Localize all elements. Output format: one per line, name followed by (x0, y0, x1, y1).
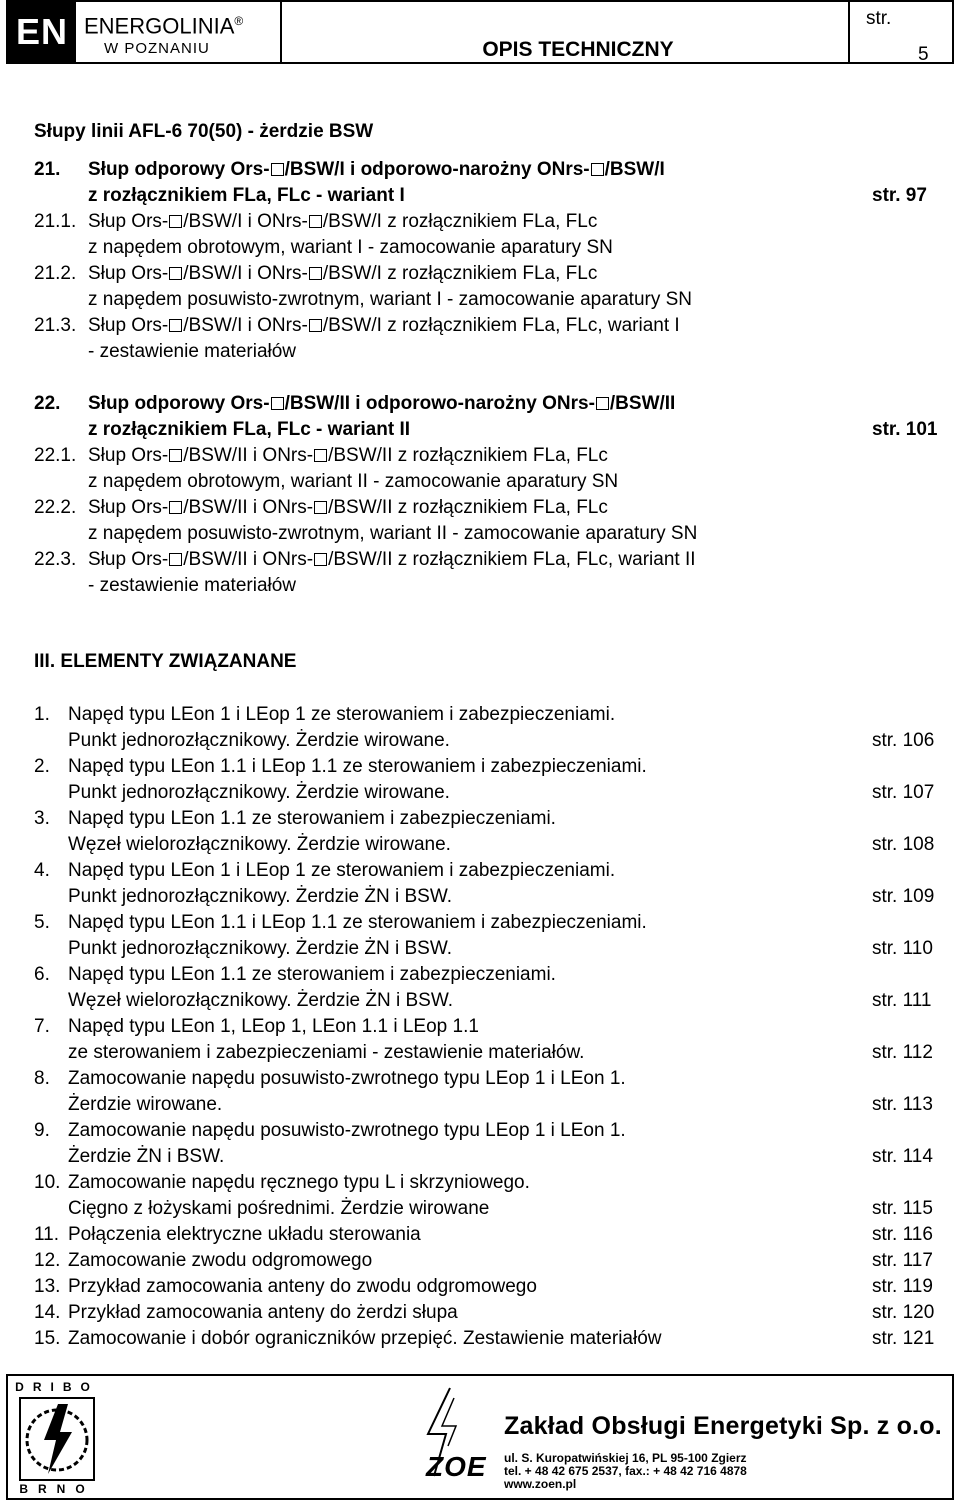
item-number: 22.1. (34, 445, 77, 466)
element-title: Napęd typu LEon 1.1 i LEop 1.1 ze sterowaniem i zabezpieczeniami. (68, 912, 647, 933)
dribo-bottom-text: BRNO (19, 1482, 95, 1496)
header-divider (280, 2, 282, 62)
element-title: Zamocowanie napędu posuwisto-zwrotnego typu LEop 1 i LEon 1. (68, 1068, 626, 1089)
element-number: 15. (34, 1328, 61, 1349)
element-number: 8. (34, 1068, 50, 1089)
element-subtitle: Węzeł wielorozłącznikowy. Żerdzie ŻN i BSW. (68, 990, 454, 1011)
group-number: 21. (34, 159, 61, 180)
page-reference: str. 114 (872, 1146, 933, 1167)
item-number: 22.2. (34, 497, 77, 518)
element-title: Napęd typu LEon 1 i LEop 1 ze sterowaniem i zabezpieczeniami. (68, 704, 616, 725)
element-title: Napęd typu LEon 1 i LEop 1 ze sterowaniem i zabezpieczeniami. (68, 860, 616, 881)
item-number: 21.1. (34, 211, 77, 232)
placeholder-box-icon (309, 319, 322, 332)
page-footer (6, 1374, 954, 1500)
company-name: ENERGOLINIA (84, 13, 235, 39)
company-phone: tel. + 48 42 675 2537, fax.: + 48 42 716 4878 (504, 1464, 747, 1478)
list-item: Słup Ors- /BSW/II i ONrs- /BSW/II z rozłącznikiem FLa, FLc (88, 445, 608, 466)
element-number: 14. (34, 1302, 61, 1323)
element-number: 11. (34, 1224, 60, 1245)
page-reference: str. 115 (872, 1198, 933, 1219)
placeholder-box-icon (169, 215, 182, 228)
page-reference: str. 109 (872, 886, 935, 907)
page-reference: str. 101 (872, 419, 938, 440)
list-item: Słup Ors- /BSW/I i ONrs- /BSW/I z rozłącznikiem FLa, FLc (88, 263, 598, 284)
placeholder-box-icon (169, 267, 182, 280)
element-subtitle: Punkt jednorozłącznikowy. Żerdzie wirowane. (68, 782, 450, 803)
element-subtitle: Cięgno z łożyskami pośrednimi. Żerdzie wirowane (68, 1198, 490, 1219)
element-number: 13. (34, 1276, 61, 1297)
group-title-line2: z rozłącznikiem FLa, FLc - wariant I (88, 185, 405, 206)
company-contact (504, 1452, 747, 1491)
element-number: 6. (34, 964, 50, 985)
list-item-line2: z napędem obrotowym, wariant II - zamocowanie aparatury SN (88, 471, 619, 492)
page-label: str. (866, 8, 892, 29)
element-subtitle: ze sterowaniem i zabezpieczeniami - zestawienie materiałów. (68, 1042, 585, 1063)
element-title: Przykład zamocowania anteny do żerdzi słupa (68, 1302, 458, 1323)
placeholder-box-icon (271, 163, 284, 176)
placeholder-box-icon (169, 449, 182, 462)
element-number: 3. (34, 808, 50, 829)
group-title-line2: z rozłącznikiem FLa, FLc - wariant II (88, 419, 411, 440)
placeholder-box-icon (169, 501, 182, 514)
group-title: Słup odporowy Ors- /BSW/II i odporowo-narożny ONrs- /BSW/II (88, 393, 676, 414)
company-website: www.zoen.pl (504, 1477, 577, 1491)
element-subtitle: Punkt jednorozłącznikowy. Żerdzie ŻN i BSW. (68, 886, 453, 907)
list-item-line2: z napędem posuwisto-zwrotnym, wariant II - zamocowanie aparatury SN (88, 523, 698, 544)
section-heading: Słupy linii AFL-6 70(50) - żerdzie BSW (34, 121, 374, 142)
element-title: Napęd typu LEon 1.1 ze sterowaniem i zabezpieczeniami. (68, 964, 556, 985)
page-reference: str. 107 (872, 782, 935, 803)
element-number: 9. (34, 1120, 50, 1141)
element-title: Przykład zamocowania anteny do zwodu odgromowego (68, 1276, 537, 1297)
element-number: 7. (34, 1016, 50, 1037)
page-reference: str. 113 (872, 1094, 933, 1115)
element-subtitle: Żerdzie ŻN i BSW. (68, 1146, 225, 1167)
placeholder-box-icon (309, 267, 322, 280)
item-number: 22.3. (34, 549, 77, 570)
element-title: Napęd typu LEon 1.1 i LEop 1.1 ze sterowaniem i zabezpieczeniami. (68, 756, 647, 777)
element-title: Zamocowanie napędu posuwisto-zwrotnego typu LEop 1 i LEon 1. (68, 1120, 626, 1141)
page-number: 5 (918, 44, 929, 65)
list-item: Słup Ors- /BSW/II i ONrs- /BSW/II z rozłącznikiem FLa, FLc (88, 497, 608, 518)
list-item: Słup Ors- /BSW/II i ONrs- /BSW/II z rozłącznikiem FLa, FLc, wariant II (88, 549, 696, 570)
element-title: Napęd typu LEon 1, LEop 1, LEon 1.1 i LEop 1.1 (68, 1016, 479, 1037)
dribo-logo (14, 1380, 100, 1498)
section-heading: III. ELEMENTY ZWIĄZANANE (34, 651, 297, 672)
placeholder-box-icon (271, 397, 284, 410)
item-number: 21.3. (34, 315, 77, 336)
element-number: 2. (34, 756, 50, 777)
page-reference: str. 106 (872, 730, 935, 751)
group-number: 22. (34, 393, 61, 414)
page-reference: str. 112 (872, 1042, 933, 1063)
element-subtitle: Punkt jednorozłącznikowy. Żerdzie ŻN i BSW. (68, 938, 453, 959)
list-item-line2: z napędem posuwisto-zwrotnym, wariant I - zamocowanie aparatury SN (88, 289, 693, 310)
element-number: 5. (34, 912, 50, 933)
company-location: W POZNANIU (104, 40, 210, 58)
placeholder-box-icon (169, 553, 182, 566)
element-title: Zamocowanie napędu ręcznego typu L i skrzyniowego. (68, 1172, 530, 1193)
page-reference: str. 111 (872, 990, 932, 1011)
page-header (6, 0, 954, 64)
list-item: Słup Ors- /BSW/I i ONrs- /BSW/I z rozłącznikiem FLa, FLc (88, 211, 598, 232)
page-reference: str. 120 (872, 1302, 935, 1323)
element-subtitle: Żerdzie wirowane. (68, 1094, 223, 1115)
element-number: 4. (34, 860, 50, 881)
company-name: Zakład Obsługi Energetyki Sp. z o.o. (504, 1412, 942, 1440)
list-item-line2: - zestawienie materiałów (88, 341, 297, 362)
dribo-top-text: DRIBO (15, 1380, 99, 1394)
placeholder-box-icon (309, 215, 322, 228)
list-item-line2: - zestawienie materiałów (88, 575, 297, 596)
placeholder-box-icon (591, 163, 604, 176)
placeholder-box-icon (314, 501, 327, 514)
page-reference: str. 119 (872, 1276, 933, 1297)
group-title: Słup odporowy Ors- /BSW/I i odporowo-narożny ONrs- /BSW/I (88, 159, 665, 180)
zoe-letters: ZOE (426, 1451, 487, 1482)
item-number: 21.2. (34, 263, 77, 284)
company-address: ul. S. Kuropatwińskiej 16, PL 95-100 Zgierz (504, 1451, 747, 1465)
page-reference: str. 121 (872, 1328, 935, 1349)
element-number: 10. (34, 1172, 61, 1193)
element-title: Zamocowanie zwodu odgromowego (68, 1250, 373, 1271)
page-reference: str. 117 (872, 1250, 933, 1271)
element-title: Napęd typu LEon 1.1 ze sterowaniem i zabezpieczeniami. (68, 808, 556, 829)
placeholder-box-icon (314, 449, 327, 462)
page-reference: str. 97 (872, 185, 927, 206)
placeholder-box-icon (169, 319, 182, 332)
element-number: 1. (34, 704, 50, 725)
placeholder-box-icon (596, 397, 609, 410)
page-reference: str. 110 (872, 938, 933, 959)
registered-mark: ® (234, 14, 244, 28)
element-title: Połączenia elektryczne układu sterowania (68, 1224, 421, 1245)
list-item: Słup Ors- /BSW/I i ONrs- /BSW/I z rozłącznikiem FLa, FLc, wariant I (88, 315, 680, 336)
company-block (84, 8, 270, 59)
element-number: 12. (34, 1250, 61, 1271)
element-title: Zamocowanie i dobór ograniczników przepięć. Zestawienie materiałów (68, 1328, 662, 1349)
zoe-logo (424, 1384, 494, 1494)
list-item-line2: z napędem obrotowym, wariant I - zamocowanie aparatury SN (88, 237, 613, 258)
page-reference: str. 116 (872, 1224, 933, 1245)
element-subtitle: Punkt jednorozłącznikowy. Żerdzie wirowane. (68, 730, 450, 751)
dribo-emblem-icon (14, 1380, 100, 1498)
energolinia-logo: EN (8, 2, 76, 62)
page-reference: str. 108 (872, 834, 935, 855)
document-title: OPIS TECHNICZNY (482, 38, 674, 61)
placeholder-box-icon (314, 553, 327, 566)
element-subtitle: Węzeł wielorozłącznikowy. Żerdzie wirowane. (68, 834, 451, 855)
header-divider (848, 2, 850, 62)
